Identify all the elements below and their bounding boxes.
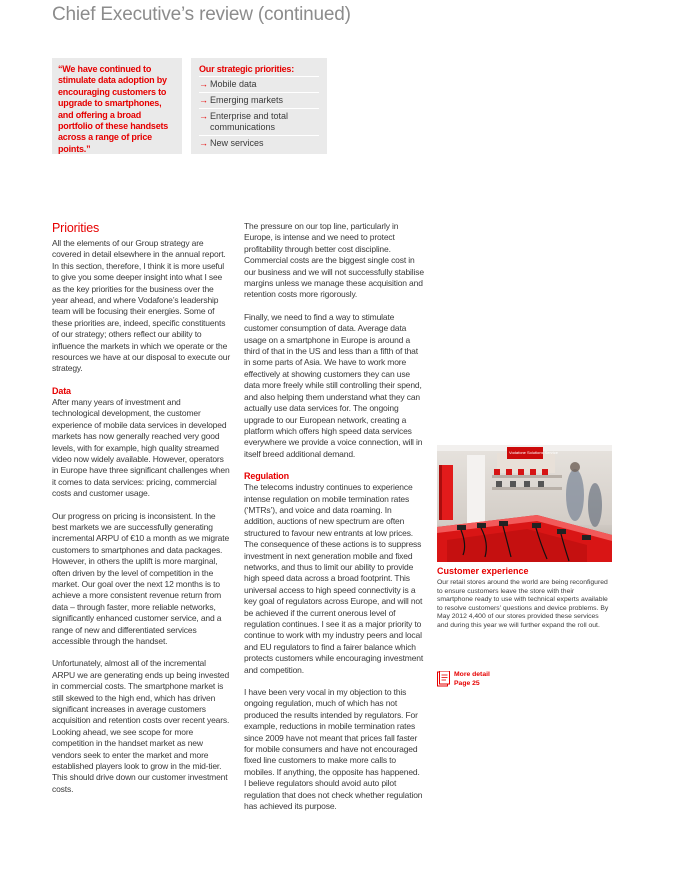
paragraph: All the elements of our Group strategy are covered in detail elsewhere in the annual report. In this section, therefore, I think it is more useful to give you some deeper insight into what I see as the key priorities for the business over the year ahead, and where Vodafone’s leadership team will be focusing their energies. Some of these priorities are, indeed, specific constituents of our strategy; others reflect our ability to influence the markets in which we operate or the resources we have at our disposal to execute our strategy. (52, 238, 231, 374)
subheading-data: Data (52, 385, 71, 396)
paragraph: The telecoms industry continues to experience intense regulation on mobile termination rates (‘MTRs’), and voice and data roaming. In addition, auctions of new spectrum are often structured to favour new entrants at low prices. The consequence of these actions is to suppress investment in next generation mobile and fixed networks, and thus to limit our ability to provide high speed data across a broad footprint. This universal access to high speed connectivity is a key goal of regulators across Europe, and will not be achieved if the current onerous level of regulation continues. I see it as a major priority to continue to work with my industry peers and local and EU regulators to find a fairer balance which protects customers while encouraging investment and competition. (244, 482, 424, 675)
text-column-left (52, 221, 230, 806)
more-detail-label: More detail (454, 671, 490, 678)
priority-item: → Enterprise and total communications (199, 108, 319, 135)
priority-item: → Mobile data (199, 76, 319, 92)
arrow-right-icon: → (199, 79, 208, 89)
pull-quote-text: “We have continued to stimulate data adoption by encouraging customers to upgrade to smartphones, and offering a broad portfolio of these handsets across a range of price points.” (58, 64, 169, 154)
page-reference: Page 25 (454, 679, 480, 687)
priority-item: → Emerging markets (199, 92, 319, 108)
strategic-priorities-title: Our strategic priorities: (199, 64, 295, 74)
store-photo (437, 445, 612, 562)
pull-quote-box (52, 58, 182, 154)
store-sign-text: Vodafone Solutions Service (509, 450, 558, 455)
text-column-middle (244, 221, 424, 824)
retail-store-illustration (437, 445, 612, 562)
paragraph: Unfortunately, almost all of the incremental ARPU we are generating ends up being invested in commercial costs. The smartphone market is still skewed to the high end, which has driven significant increases in average customers acquisition and retention costs over recent years. Looking ahead, we see scope for more competition in the handset market as new vendors seek to enter the market and more established players look to grow in the mid-tier. This should drive down our customer investment costs. (52, 658, 230, 794)
paragraph: After many years of investment and technological development, the customer experience of mobile data services in developed markets has now generally reached very good levels, with for example, high quality streamed video now widely available. However, operators in Europe have three significant challenges when it comes to data services: pricing, commercial costs and customer usage. (52, 396, 230, 499)
arrow-right-icon: → (199, 95, 208, 105)
arrow-right-icon: → (199, 111, 208, 121)
paragraph: Our progress on pricing is inconsistent. In the best markets we are successfully generating incremental ARPU of €10 a month as we migrate customers to smartphones and data packages. However, in others the uplift is more marginal, often driven by the level of competition in the market. Our goal over the next 12 months is to achieve a more consistent revenue return from data – through faster, more reliable networks, significantly enhanced customer service, and a range of new and differentiated services accessible through the handset. (52, 510, 230, 646)
document-icon (437, 671, 450, 687)
paragraph: I have been very vocal in my objection to this ongoing regulation, much of which has not produced the results intended by regulators. For example, reductions in mobile termination rates since 2009 have not meant that prices fall faster for mobile consumers and have not encouraged fixed line customers to make more calls to mobiles. If anything, the opposite has happened. I believe regulators should avoid auto pilot regulation that does not check whether regulation has achieved its purpose. (244, 687, 423, 812)
arrow-right-icon: → (199, 138, 208, 148)
caption-title: Customer experience (437, 566, 529, 576)
caption-text: Our retail stores around the world are being reconfigured to ensure customers leave the store with their smartphone ready to use with technical experts available to resolve customers’ questions and device problems. By May 2012 4,400 of our stores provided these services and during this year we will further expand the roll out. (437, 579, 609, 629)
priority-item: → New services (199, 135, 319, 151)
paragraph: The pressure on our top line, particularly in Europe, is intense and we need to protect profitability through better cost discipline. Commercial costs are the biggest single cost in our business and we will not successfully stabilise margins unless we manage these acquisition and retention costs more rigorously. (244, 221, 424, 300)
section-heading-priorities: Priorities (52, 221, 100, 235)
paragraph: Finally, we need to find a way to stimulate customer consumption of data. Average data usage on a smartphone in Europe is around a third of that in the US and less than a fifth of that in some parts of Asia. We have to work more effectively at showing customers they can use data more freely while still controlling their spend, and also helping them understand what they can actually use data services for. The ongoing upgrade to our European network, creating a platform which offers high speed data services everywhere we provide a voice connection, will in itself breed additional demand. (244, 311, 423, 459)
strategic-priorities-box (191, 58, 327, 154)
page-title: Chief Executive’s review (continued) (52, 4, 351, 25)
more-detail-link[interactable] (437, 671, 490, 688)
subheading-regulation: Regulation (244, 471, 289, 482)
